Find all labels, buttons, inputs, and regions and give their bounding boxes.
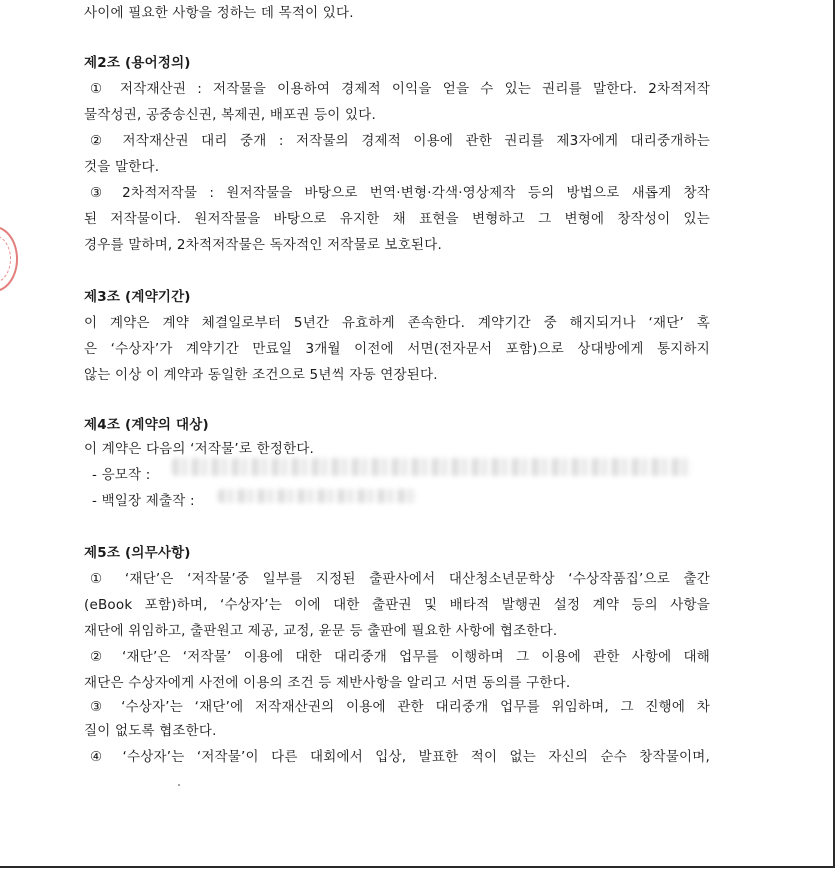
- article-5-item-3-line-2: 질이 없도록 협조한다.: [84, 723, 217, 739]
- redacted-submission-title: [218, 489, 418, 503]
- article-2-item-2-line-1: ② 저작재산권 대리 중개 : 저작물의 경제적 이용에 관한 권리를 제3자에게 대리중개하는: [90, 133, 710, 149]
- article-3-heading: 제3조 (계약기간): [84, 289, 191, 305]
- article-5-item-1-line-1: ① ‘재단’은 ‘저작물’중 일부를 지정된 출판사에서 대산청소년문학상 ‘수상작품집’으로 출간: [90, 571, 710, 587]
- article-5-item-2-line-1: ② ‘재단’은 ‘저작물’ 이용에 대한 대리중개 업무를 이행하며 그 이용에 관한 사항에 대해: [90, 649, 710, 665]
- article-2-item-1-line-2: 물작성권, 공중송신권, 복제권, 배포권 등이 있다.: [84, 107, 376, 123]
- article-4-body: 이 계약은 다음의 ‘저작물’로 한정한다.: [84, 441, 315, 457]
- article-5-item-1-line-2: (eBook 포함)하며, ‘수상자’는 이에 대한 출판권 및 배타적 발행권 설정 계약 등의 사항을: [84, 597, 710, 613]
- article-5-item-2-line-2: 재단은 수상자에게 사전에 이용의 조건 등 제반사항을 알리고 서면 동의를 구한다.: [84, 675, 571, 691]
- red-seal-stamp: [0, 226, 18, 292]
- article-5-item-3-line-1: ③ ‘수상자’는 ‘재단’에 저작재산권의 이용에 관한 대리중개 업무를 위임하며, 그 진행에 차: [90, 699, 710, 715]
- article-2-item-2-line-2: 것을 말한다.: [84, 159, 160, 175]
- article-2-item-3-line-1: ③ 2차적저작물 : 원저작물을 바탕으로 번역·변형·각색·영상제작 등의 방법으로 새롭게 창작: [90, 185, 710, 201]
- article-3-line-3: 않는 이상 이 계약과 동일한 조건으로 5년씩 자동 연장된다.: [84, 367, 438, 383]
- article-4-item-2-label: - 백일장 제출작 :: [92, 493, 195, 509]
- article-5-item-4-line-1: ④ ‘수상자’는 ‘저작물’이 다른 대회에서 입상, 발표한 적이 없는 자신의 순수 창작물이며,: [90, 749, 710, 765]
- article-3-line-2: 은 ‘수상자’가 계약기간 만료일 3개월 이전에 서면(전자문서 포함)으로 상대방에게 통지하지: [84, 341, 710, 357]
- intro-line: 사이에 필요한 사항을 정하는 데 목적이 있다.: [84, 5, 354, 21]
- article-2-item-3-line-2: 된 저작물이다. 원저작물을 바탕으로 유지한 채 표현을 변형하고 그 변형에 창작성이 있는: [84, 211, 710, 227]
- article-2-item-3-line-3: 경우를 말하며, 2차적저작물은 독자적인 저작물로 보호된다.: [84, 237, 443, 253]
- scan-speck: [178, 784, 180, 786]
- redacted-entry-title: [172, 458, 692, 476]
- article-2-heading: 제2조 (용어정의): [84, 55, 191, 71]
- article-4-heading: 제4조 (계약의 대상): [84, 417, 209, 433]
- article-3-line-1: 이 계약은 계약 체결일로부터 5년간 유효하게 존속한다. 계약기간 중 해지되거나 ‘재단’ 혹: [84, 315, 710, 331]
- article-5-item-1-line-3: 재단에 위임하고, 출판원고 제공, 교정, 윤문 등 출판에 필요한 사항에 협조한다.: [84, 623, 558, 639]
- article-4-item-1-label: - 응모작 :: [92, 467, 151, 483]
- article-2-item-1-line-1: ① 저작재산권 : 저작물을 이용하여 경제적 이익을 얻을 수 있는 권리를 말한다. 2차적저작: [90, 81, 710, 97]
- article-5-heading: 제5조 (의무사항): [84, 545, 191, 561]
